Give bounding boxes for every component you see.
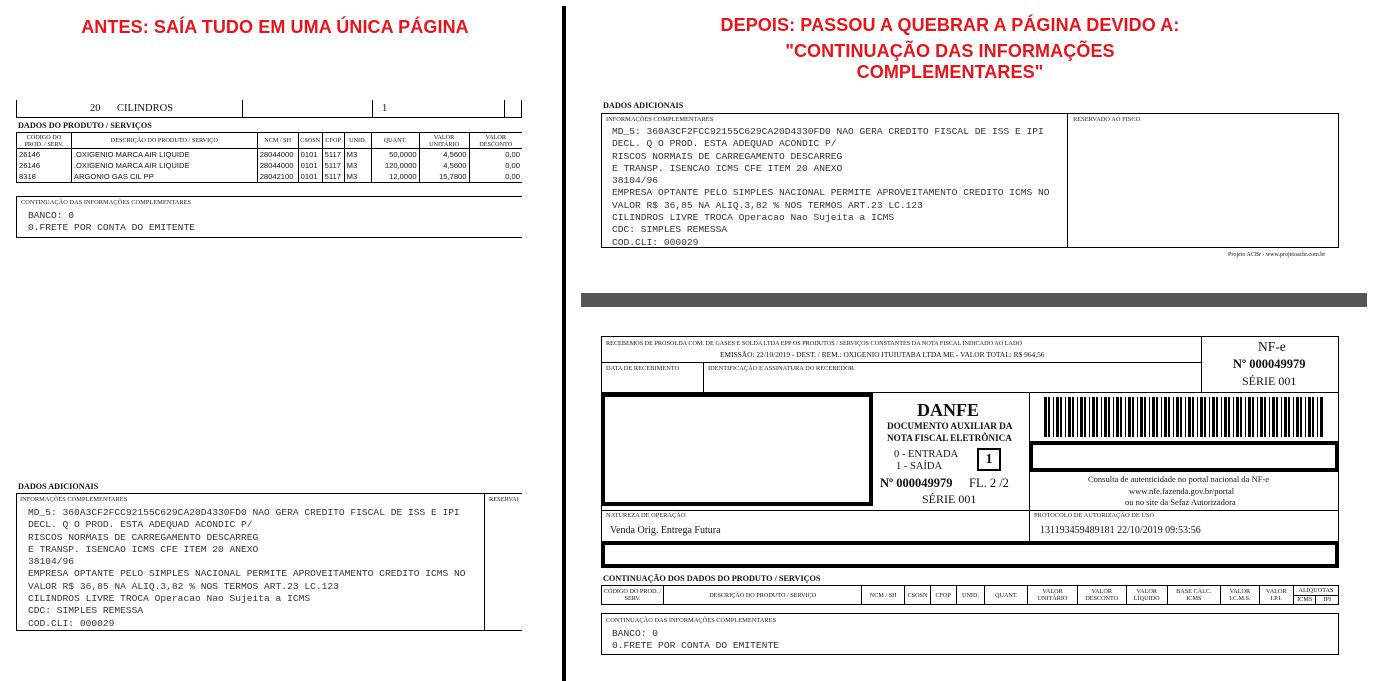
info-line: MD_5: 360A3CF2FCC92155C629CA20D4330FD0 NAO GERA CREDITO FISCAL DE ISS E IPI — [612, 126, 1044, 137]
info-line: RISCOS NORMAIS DE CARREGAMENTO DESCARREG — [28, 531, 259, 543]
table-row — [17, 160, 523, 171]
danfe-serie: SÉRIE 001 — [922, 492, 977, 506]
page-break-separator — [581, 293, 1367, 307]
cell: 28044000 — [257, 160, 298, 171]
danfe-title: DANFE — [917, 400, 979, 420]
cell: 4,5600 — [419, 149, 469, 161]
volume-qty: 20 — [90, 103, 101, 114]
danfe-folha: FL. 2 /2 — [969, 476, 1009, 490]
info-line: EMPRESA OPTANTE PELO SIMPLES NACIONAL PERMITE APROVEITAMENTO CREDITO ICMS NO — [28, 568, 466, 580]
cell: 4,5600 — [419, 160, 469, 171]
info-line: 38104/96 — [612, 175, 659, 187]
produtos-table-left — [16, 132, 522, 183]
cell: 50,0000 — [371, 149, 419, 161]
cell: 15,7800 — [419, 171, 469, 183]
heading-before: ANTES: SAÍA TUDO EM UMA ÚNICA PÁGINA — [81, 17, 469, 37]
cell: 26146 — [17, 160, 72, 171]
cell: 0,00 — [469, 149, 522, 161]
consulta-line-2: www.nfe.fazenda.gov.br/portal — [1129, 486, 1235, 496]
continuacao-line-2-right: 0.FRETE POR CONTA DO EMITENTE — [612, 640, 779, 651]
cell: M3 — [344, 171, 371, 183]
info-line: CILINDROS LIVRE TROCA Operacao Nao Sujeita a ICMS — [612, 212, 895, 224]
continuacao-produtos-title: CONTINUAÇÃO DOS DADOS DO PRODUTO / SERVIÇOS — [603, 574, 821, 583]
info-line: CILINDROS LIVRE TROCA Operacao Nao Sujeita a ICMS — [28, 593, 311, 605]
volume-extra: 1 — [382, 103, 388, 114]
canhoto-recebemos: RECEBEMOS DE PROSOLDA COM. DE GASES E SOLDA LTDA EPP OS PRODUTOS / SERVIÇOS CONSTANTES DA NOTA FISCAL INDICADO AO LADO — [606, 340, 1022, 347]
cell: 8318 — [17, 171, 72, 183]
info-line: E TRANSP. ISENCAO ICMS CFE ITEM 20 ANEXO — [28, 543, 259, 555]
natureza-value: Venda Orig. Entrega Futura — [610, 525, 721, 536]
canhoto-data-recebimento: DATA DE RECEBIMENTO — [606, 365, 680, 372]
inscricao-row — [601, 541, 1339, 568]
cell: 0101 — [298, 171, 322, 183]
info-line: MD_5: 360A3CF2FCC92155C629CA20D4330FD0 NAO GERA CREDITO FISCAL DE ISS E IPI — [28, 507, 460, 518]
col-unid: UNID. — [956, 586, 985, 605]
cell: M3 — [344, 149, 371, 161]
col-valor-unit: VALOR UNITÁRIO — [419, 133, 469, 149]
cell: 5117 — [322, 171, 344, 183]
cell: 120,0000 — [371, 160, 419, 171]
continuacao-line-1-right: BANCO: 0 — [612, 628, 659, 639]
heading-after-line2: "CONTINUAÇÃO DAS INFORMAÇÕES COMPLEMENTARES" — [785, 41, 1115, 82]
volume-species: CILINDROS — [117, 103, 174, 114]
continuacao-label-left: CONTINUAÇÃO DAS INFORMAÇÕES COMPLEMENTARES — [21, 199, 192, 206]
col-valor-desc: VALOR DESCONTO — [469, 133, 522, 149]
col-cfop: CFOP — [930, 586, 956, 605]
danfe-subtitle-1: DOCUMENTO AUXILIAR DA — [887, 421, 1013, 431]
info-line: COD.CLI: 000029 — [612, 236, 699, 248]
cell: 26146 — [17, 149, 72, 161]
barcode-icon — [1044, 397, 1326, 437]
info-line: CDC: SIMPLES REMESSA — [612, 224, 728, 236]
table-row — [17, 149, 523, 161]
aliquota-icms: ICMS — [1294, 596, 1317, 604]
info-line: RISCOS NORMAIS DE CARREGAMENTO DESCARREG — [612, 150, 843, 162]
continuacao-label-right: CONTINUAÇÃO DAS INFORMAÇÕES COMPLEMENTARES — [606, 617, 777, 624]
info-line: COD.CLI: 000029 — [28, 617, 115, 629]
canhoto-identificacao: IDENTIFICAÇÃO E ASSINATURA DO RECEBEDOR — [708, 365, 854, 372]
cell: 5117 — [322, 160, 344, 171]
danfe-entrada: 0 - ENTRADA — [894, 449, 959, 460]
col-unid: UNID. — [344, 133, 371, 149]
consulta-line-1: Consulta de autenticidade no portal nacional da NF-e — [1088, 474, 1270, 484]
info-line: CDC: SIMPLES REMESSA — [28, 605, 144, 617]
col-valor-icms: VALOR I.C.M.S. — [1221, 586, 1260, 605]
col-valor-desc: VALOR DESCONTO — [1077, 586, 1126, 605]
col-csosn: CSOSN — [298, 133, 322, 149]
produtos-table-right — [601, 585, 1339, 605]
col-ncm: NCM / SH — [257, 133, 298, 149]
col-ncm: NCM / SH — [862, 586, 905, 605]
col-codigo: CÓDIGO DO PROD. / SERV. — [602, 586, 664, 605]
info-line: DECL. Q O PROD. ESTA ADEQUAD ACONDIC P/ — [612, 138, 837, 150]
cell: .OXIGENIO MARCA AIR LIQUIDE — [71, 149, 257, 161]
dados-adicionais-title-right: DADOS ADICIONAIS — [603, 101, 684, 110]
info-line: VALOR R$ 36,85 NA ALIQ.3,82 % NOS TERMOS ART.23 LC.123 — [612, 199, 923, 211]
info-line: DECL. Q O PROD. ESTA ADEQUAD ACONDIC P/ — [28, 519, 253, 531]
cell: M3 — [344, 160, 371, 171]
reservado-label-right: RESERVADO AO FISCO — [1073, 116, 1141, 123]
col-codigo: CÓDIGO DO PROD. / SERV. — [17, 133, 72, 149]
continuacao-line-1-left: BANCO: 0 — [28, 210, 75, 221]
center-divider — [562, 6, 566, 681]
cell: 28042100 — [257, 171, 298, 183]
info-line: EMPRESA OPTANTE PELO SIMPLES NACIONAL PERMITE APROVEITAMENTO CREDITO ICMS NO — [612, 187, 1050, 199]
reservado-label-left: RESERVAI — [489, 496, 519, 503]
col-valor-ipi: VALOR I.P.I. — [1259, 586, 1293, 605]
col-quant: QUANT. — [985, 586, 1028, 605]
cell: 12,0000 — [371, 171, 419, 183]
protocolo-value: 131193459489181 22/10/2019 09:53:56 — [1040, 525, 1201, 536]
info-lines-right — [612, 126, 1050, 249]
continuacao-line-2-left: 0.FRETE POR CONTA DO EMITENTE — [28, 222, 195, 233]
col-descricao: DESCRIÇÃO DO PRODUTO / SERVIÇO — [71, 133, 257, 149]
footer-credit: Projeto ACBr - www.projetoacbr.com.br — [1228, 252, 1326, 258]
info-label-left: INFORMAÇÕES COMPLEMENTARES — [20, 496, 128, 503]
canhoto-numero: Nº 000049979 — [1233, 357, 1306, 371]
aliquotas-label: ALÍQUOTAS — [1294, 587, 1338, 596]
canhoto-emissao: EMISSÃO: 22/10/2019 - DEST. / REM.: OXIGENIO ITUIUTABA LTDA ME - VALOR TOTAL: R$ 964,56 — [720, 350, 1045, 359]
produtos-title-left: DADOS DO PRODUTO / SERVIÇOS — [18, 121, 152, 130]
cell: 0101 — [298, 149, 322, 161]
cell: 0,00 — [469, 160, 522, 171]
cell: 5117 — [322, 149, 344, 161]
info-line: VALOR R$ 36,85 NA ALIQ.3,82 % NOS TERMOS ART.23 LC.123 — [28, 580, 339, 592]
cell: ARGONIO GAS CIL PP — [71, 171, 257, 183]
info-line: 38104/96 — [28, 556, 75, 568]
canhoto-nfe: NF-e — [1258, 339, 1286, 354]
cell: 28044000 — [257, 149, 298, 161]
col-cfop: CFOP — [322, 133, 344, 149]
dados-adicionais-title-left: DADOS ADICIONAIS — [18, 482, 99, 491]
col-descricao: DESCRIÇÃO DO PRODUTO / SERVIÇO — [664, 586, 862, 605]
consulta-line-3: ou no site da Sefaz Autorizadora — [1125, 497, 1236, 507]
danfe-numero: Nº 000049979 — [880, 476, 953, 490]
cell: 0101 — [298, 160, 322, 171]
table-row — [17, 171, 523, 183]
cell: 0,00 — [469, 171, 522, 183]
chave-acesso-box — [1029, 441, 1339, 472]
col-quant: QUANT. — [371, 133, 419, 149]
info-label-right: INFORMAÇÕES COMPLEMENTARES — [606, 116, 714, 123]
heading-after-line1: DEPOIS: PASSOU A QUEBRAR A PÁGINA DEVIDO A: — [720, 15, 1180, 35]
col-csosn: CSOSN — [905, 586, 931, 605]
danfe-tipo-box: 1 — [977, 448, 1001, 471]
emitente-box — [601, 393, 873, 506]
col-valor-liq: VALOR LÍQUIDO — [1126, 586, 1167, 605]
canhoto-serie: SÉRIE 001 — [1242, 374, 1297, 388]
cell: .OXIGENIO MARCA AIR LIQUIDE — [71, 160, 257, 171]
danfe-saida: 1 - SAÍDA — [896, 461, 943, 472]
info-line: E TRANSP. ISENCAO ICMS CFE ITEM 20 ANEXO — [612, 162, 843, 174]
danfe-subtitle-2: NOTA FISCAL ELETRÔNICA — [887, 433, 1012, 443]
col-base-icms: BASE CÁLC. ICMS — [1167, 586, 1221, 605]
natureza-label: NATUREZA DE OPERAÇÃO — [606, 512, 686, 519]
col-valor-unit: VALOR UNITÁRIO — [1028, 586, 1077, 605]
col-aliquotas — [1293, 586, 1338, 605]
aliquota-ipi: IPI — [1323, 595, 1332, 603]
protocolo-label: PROTOCOLO DE AUTORIZAÇÃO DE USO — [1034, 512, 1155, 519]
info-lines-left — [28, 507, 466, 630]
